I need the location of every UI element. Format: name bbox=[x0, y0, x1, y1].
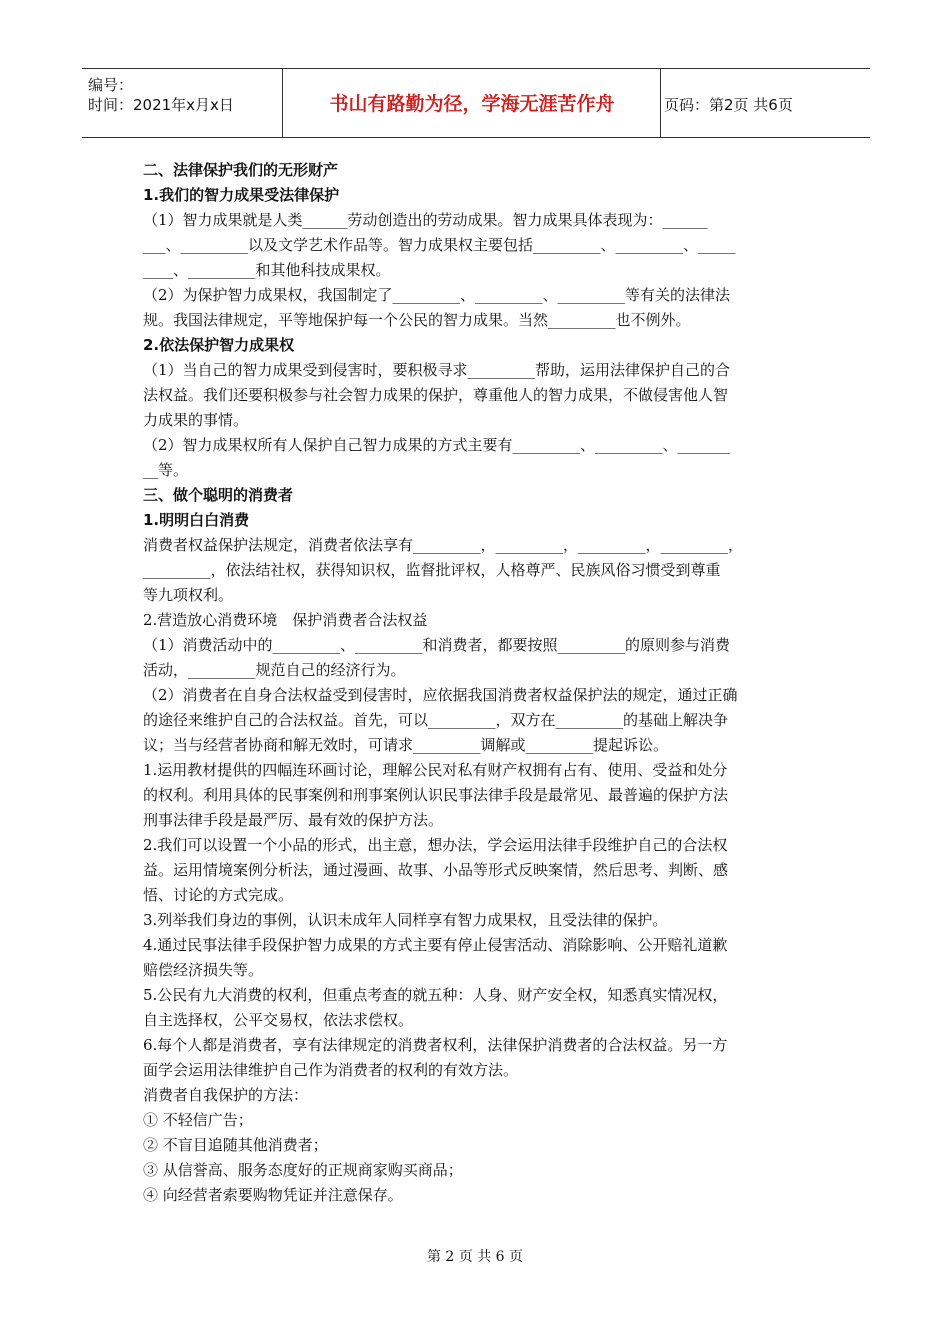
list-item: ③ 从信誉高、服务态度好的正规商家购买商品； bbox=[143, 1161, 463, 1179]
subsection-heading: 1.明明白白消费 bbox=[143, 511, 250, 529]
page-header bbox=[82, 68, 870, 138]
subsection-heading: 2.依法保护智力成果权 bbox=[143, 336, 295, 354]
list-item: ① 不轻信广告； bbox=[143, 1111, 253, 1129]
body-line: 的权利。利用具体的民事案例和刑事案例认识民事法律手段是最常见、最普遍的保护方法 bbox=[143, 786, 729, 804]
body-line: 3.列举我们身边的事例，认识未成年人同样享有智力成果权，且受法律的保护。 bbox=[143, 911, 668, 929]
body-line: 刑事法律手段是最严厉、最有效的保护方法。 bbox=[143, 811, 444, 829]
body-line: _________，依法结社权，获得知识权，监督批评权，人格尊严、民族风俗习惯受到尊重 bbox=[143, 561, 721, 579]
body-line: （2）智力成果权所有人保护自己智力成果的方式主要有_________、_________、_______ bbox=[143, 436, 731, 454]
subsection-heading: 2.营造放心消费环境 保护消费者合法权益 bbox=[143, 611, 428, 629]
section-heading: 二、法律保护我们的无形财产 bbox=[143, 161, 339, 179]
body-line: （2）为保护智力成果权，我国制定了_________、_________、_________等有关的法律法 bbox=[143, 286, 731, 304]
body-line: 5.公民有九大消费的权利，但重点考查的就五种：人身、财产安全权，知悉真实情况权， bbox=[143, 986, 728, 1004]
header-motto: 书山有路勤为径，学海无涯苦作舟 bbox=[329, 93, 615, 115]
body-line: ____、_________和其他科技成果权。 bbox=[143, 261, 391, 279]
body-line: __等。 bbox=[143, 461, 189, 479]
body-line: 消费者权益保护法规定，消费者依法享有_________，_________，_________，_________， bbox=[143, 536, 744, 554]
body-line: 消费者自我保护的方法： bbox=[143, 1086, 309, 1104]
subsection-heading: 1.我们的智力成果受法律保护 bbox=[143, 186, 340, 204]
body-line: 等九项权利。 bbox=[143, 586, 234, 604]
body-line: 力成果的事情。 bbox=[143, 411, 249, 429]
body-line: 自主选择权，公平交易权，依法求偿权。 bbox=[143, 1011, 414, 1029]
body-line: （2）消费者在自身合法权益受到侵害时，应依据我国消费者权益保护法的规定，通过正确 bbox=[143, 686, 738, 704]
body-line: 规。我国法律规定，平等地保护每一个公民的智力成果。当然_________也不例外。 bbox=[143, 311, 691, 329]
body-line: 悟、讨论的方式完成。 bbox=[143, 886, 294, 904]
body-line: 1.运用教材提供的四幅连环画讨论，理解公民对私有财产权拥有占有、使用、受益和处分 bbox=[143, 761, 728, 779]
header-divider bbox=[660, 69, 661, 137]
doc-date: 时间：2021年x月x日 bbox=[88, 96, 234, 114]
body-line: 6.每个人都是消费者，享有法律规定的消费者权利，法律保护消费者的合法权益。另一方 bbox=[143, 1036, 728, 1054]
header-meta bbox=[88, 75, 234, 115]
list-item: ② 不盲目追随其他消费者； bbox=[143, 1136, 328, 1154]
header-divider bbox=[282, 69, 283, 137]
body-line: 2.我们可以设置一个小品的形式，出主意，想办法，学会运用法律手段维护自己的合法权 bbox=[143, 836, 728, 854]
body-line: 4.通过民事法律手段保护智力成果的方式主要有停止侵害活动、消除影响、公开赔礼道歉 bbox=[143, 936, 728, 954]
body-line: 益。运用情境案例分析法，通过漫画、故事、小品等形式反映案情，然后思考、判断、感 bbox=[143, 861, 729, 879]
doc-code-label: 编号： bbox=[88, 76, 134, 94]
body-line: 法权益。我们还要积极参与社会智力成果的保护，尊重他人的智力成果，不做侵害他人智 bbox=[143, 386, 729, 404]
body-line: （1）消费活动中的_________、_________和消费者，都要按照_________的原则参与消费 bbox=[143, 636, 731, 654]
list-item: ④ 向经营者索要购物凭证并注意保存。 bbox=[143, 1186, 403, 1204]
body-line: 赔偿经济损失等。 bbox=[143, 961, 264, 979]
body-line: （1）智力成果就是人类______劳动创造出的劳动成果。智力成果具体表现为：______ bbox=[143, 211, 708, 229]
body-line: 面学会运用法律维护自己作为消费者的权利的有效方法。 bbox=[143, 1061, 519, 1079]
page-footer: 第 2 页 共 6 页 bbox=[426, 1249, 524, 1265]
body-line: （1）当自己的智力成果受到侵害时，要积极寻求_________帮助，运用法律保护自己的合 bbox=[143, 361, 731, 379]
body-line: 活动，_________规范自己的经济行为。 bbox=[143, 661, 406, 679]
header-page-info: 页码：第2页 共6页 bbox=[664, 96, 793, 114]
body-line: 议；当与经营者协商和解无效时，可请求_________调解或_________提起诉讼。 bbox=[143, 736, 669, 754]
body-line: 的途径来维护自己的合法权益。首先，可以_________，双方在_________的基础上解决争 bbox=[143, 711, 729, 729]
section-heading: 三、做个聪明的消费者 bbox=[143, 486, 294, 504]
body-line: ___、_________以及文学艺术作品等。智力成果权主要包括_________、_________、_____ bbox=[143, 236, 736, 254]
document-body bbox=[143, 158, 813, 1208]
